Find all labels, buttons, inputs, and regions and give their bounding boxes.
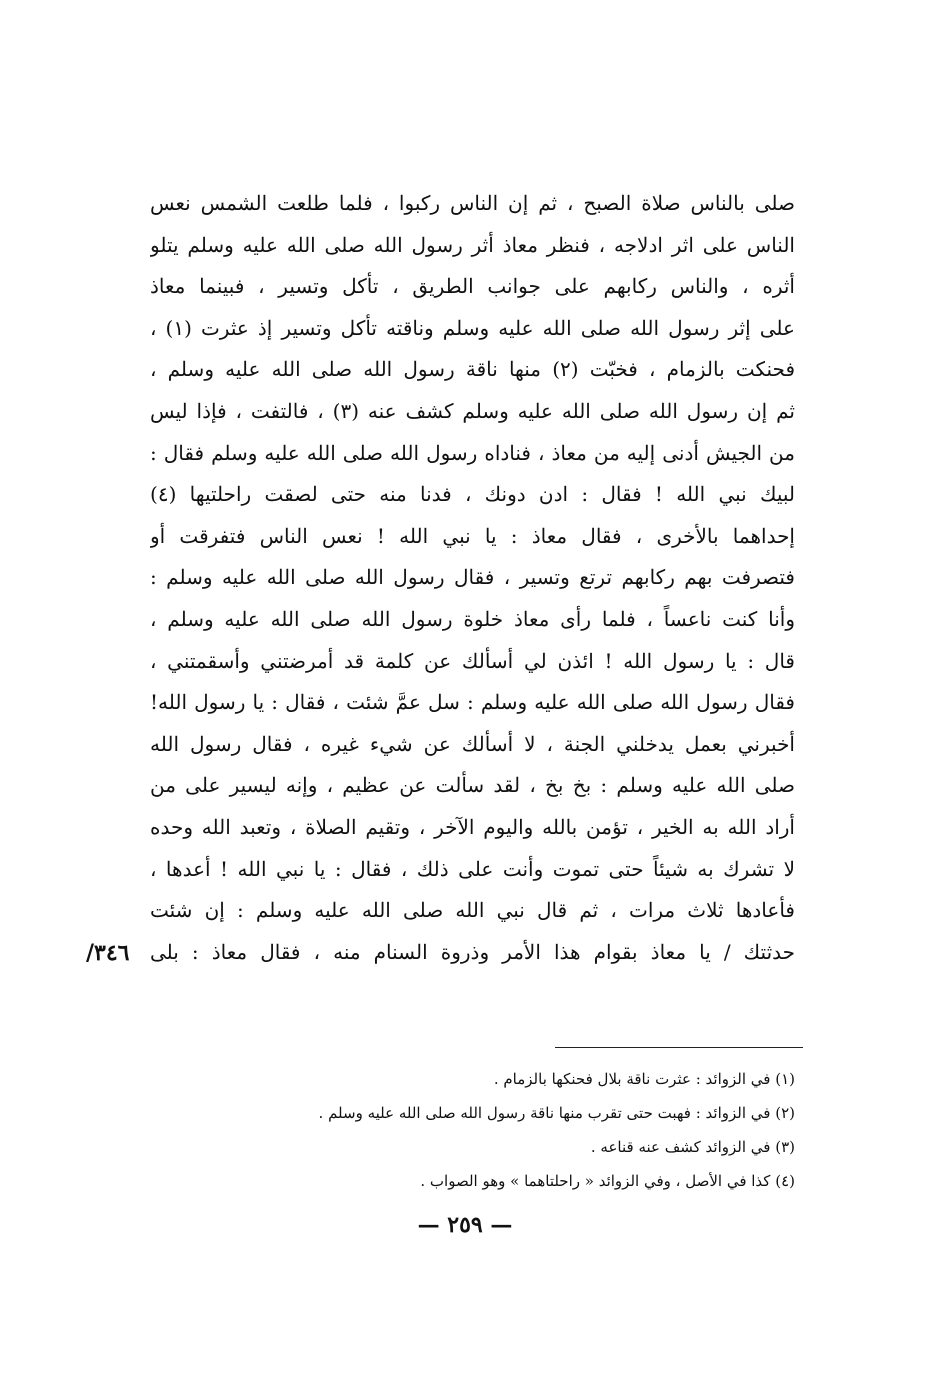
footnote-divider: [555, 1047, 803, 1048]
footnote: (٢) في الزوائد : فهبت حتى تقرب منها ناقة رسول الله صلى الله عليه وسلم .: [318, 1104, 795, 1122]
text-line: فقال رسول الله صلى الله عليه وسلم : سل عمَّ شئت ، فقال : يا رسول الله!: [150, 690, 795, 715]
text-line: الناس على اثر ادلاجه ، فنظر معاذ أثر رسول الله صلى الله عليه وسلم يتلو: [150, 232, 795, 257]
text-line: صلى الله عليه وسلم : بخ بخ ، لقد سألت عن عظيم ، وإنه ليسير على من: [150, 773, 795, 798]
footnotes: [150, 1062, 795, 1198]
text-line: فأعادها ثلاث مرات ، ثم قال نبي الله صلى الله عليه وسلم : إن شئت: [150, 898, 795, 923]
text-line: أثره ، والناس ركابهم على جوانب الطريق ، تأكل وتسير ، فبينما معاذ: [150, 274, 795, 299]
main-text: [150, 183, 795, 973]
text-line: لا تشرك به شيئاً حتى تموت وأنت على ذلك ، فقال : يا نبي الله ! أعدها ،: [150, 856, 795, 881]
text-line: قال : يا رسول الله ! ائذن لي أسألك عن كلمة قد أمرضتني وأسقمتني ،: [150, 648, 795, 673]
text-line: أراد الله به الخير ، تؤمن بالله واليوم الآخر ، وتقيم الصلاة ، وتعبد الله وحده: [150, 814, 795, 839]
text-line: ثم إن رسول الله صلى الله عليه وسلم كشف عنه (٣) ، فالتفت ، فإذا ليس: [150, 398, 795, 423]
margin-page-reference: ٣٤٦/: [86, 940, 130, 966]
text-line: من الجيش أدنى إليه من معاذ ، فناداه رسول الله صلى الله عليه وسلم فقال :: [150, 440, 795, 465]
footnote: (١) في الزوائد : عثرت ناقة بلال فحنكها بالزمام .: [493, 1070, 795, 1088]
page-number: — ٢٥٩ —: [417, 1212, 513, 1238]
text-line: صلى بالناس صلاة الصبح ، ثم إن الناس ركبوا ، فلما طلعت الشمس نعس: [150, 191, 795, 215]
text-line: حدثتك / يا معاذ بقوام هذا الأمر وذروة السنام منه ، فقال معاذ : بلى: [150, 939, 795, 964]
text-line: أخبرني بعمل يدخلني الجنة ، لا أسألك عن شيء غيره ، فقال رسول الله: [150, 731, 795, 756]
text-line: لبيك نبي الله ! فقال : ادن دونك ، فدنا منه حتى لصقت راحلتيها (٤): [150, 482, 795, 507]
footnote: (٤) كذا في الأصل ، وفي الزوائد « راحلتاهما » وهو الصواب .: [420, 1172, 795, 1190]
text-line: على إثر رسول الله صلى الله عليه وسلم وناقته تأكل وتسير إذ عثرت (١) ،: [150, 315, 795, 340]
text-line: إحداهما بالأخرى ، فقال معاذ : يا نبي الله ! نعس الناس فتفرقت أو: [150, 523, 795, 548]
text-line: فحنكت بالزمام ، فخبّت (٢) منها ناقة رسول الله صلى الله عليه وسلم ،: [150, 357, 795, 382]
text-line: وأنا كنت ناعساً ، فلما رأى معاذ خلوة رسول الله صلى الله عليه وسلم ،: [150, 606, 795, 631]
footnote: (٣) في الزوائد كشف عنه قناعه .: [590, 1138, 795, 1156]
text-line: فتصرفت بهم ركابهم ترتع وتسير ، فقال رسول الله صلى الله عليه وسلم :: [150, 565, 795, 590]
